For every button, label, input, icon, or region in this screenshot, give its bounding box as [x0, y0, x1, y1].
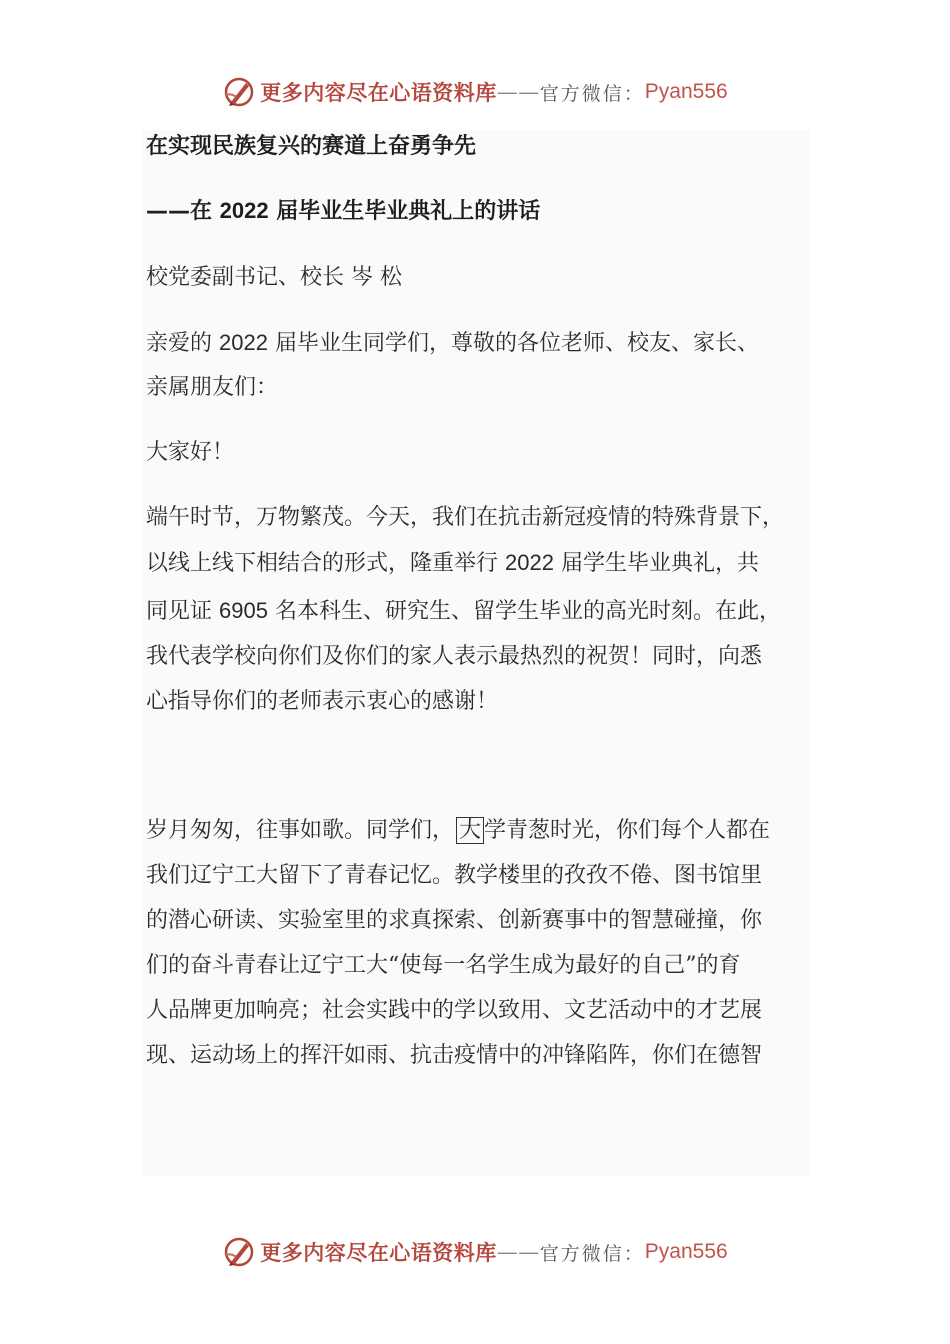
greeting-line-1 — [146, 328, 759, 359]
paragraph-2-line-1 — [146, 816, 770, 846]
banner-site-name: 更多内容尽在心语资料库 — [260, 80, 497, 105]
document-title: 在实现民族复兴的赛道上奋勇争先 — [146, 134, 477, 159]
document-page — [142, 130, 810, 1176]
p2-line1-text-a: 岁月匆匆，往事如歌。同学们， — [146, 818, 455, 843]
p1-line3-text-a: 同见证 — [146, 599, 219, 624]
paragraph-1-line-4: 我代表学校向你们及你们的家人表示最热烈的祝贺！同时，向悉 — [146, 644, 763, 669]
paragraph-2-line-4: 们的奋斗青春让辽宁工大“使每一名学生成为最好的自己”的育 — [146, 953, 741, 978]
banner-wechat-handle: Pyan556 — [644, 80, 728, 103]
greeting-text-b: 届毕业生同学们，尊敬的各位老师、校友、家长、 — [267, 331, 759, 356]
paragraph-2-line-2: 我们辽宁工大留下了青春记忆。教学楼里的孜孜不倦、图书馆里 — [146, 863, 763, 888]
subtitle-suffix: 届毕业生毕业典礼上的讲话 — [268, 199, 541, 224]
banner-separator: —— — [496, 80, 540, 104]
greeting-year: 2022 — [219, 330, 268, 355]
p2-line1-text-b: 学青葱时光，你们每个人都在 — [484, 818, 771, 843]
banner-site-name: 更多内容尽在心语资料库 — [260, 1240, 497, 1265]
writing-pen-logo-icon — [222, 1235, 256, 1269]
banner-wechat-handle: Pyan556 — [644, 1240, 728, 1263]
p1-line3-text-b: 名本科生、研究生、留学生毕业的高光时刻。在此， — [267, 599, 781, 624]
subtitle-year: 2022 — [219, 198, 269, 223]
writing-pen-logo-icon — [222, 75, 256, 109]
paragraph-2-line-3: 的潜心研读、实验室里的求真探索、创新赛事中的智慧碰撞，你 — [146, 908, 763, 933]
paragraph-1-line-1: 端午时节，万物繁茂。今天，我们在抗击新冠疫情的特殊背景下， — [146, 505, 785, 530]
footer-banner — [0, 1232, 950, 1272]
paragraph-1-line-3 — [146, 596, 781, 627]
hello-line: 大家好！ — [146, 440, 235, 465]
banner-official-label: 官方微信： — [539, 1242, 645, 1265]
paragraph-2-line-6: 现、运动场上的挥汗如雨、抗击疫情中的冲锋陷阵，你们在德智 — [146, 1043, 763, 1068]
greeting-text-a: 亲爱的 — [146, 331, 219, 356]
banner-separator: —— — [496, 1240, 540, 1264]
document-subtitle — [146, 196, 540, 227]
banner-official-label: 官方微信： — [539, 82, 645, 105]
p1-line2-text-b: 届学生毕业典礼，共 — [553, 551, 759, 576]
paragraph-1-line-5: 心指导你们的老师表示衷心的感谢！ — [146, 689, 499, 714]
document-author: 校党委副书记、校长 岑 松 — [146, 265, 402, 290]
header-banner — [0, 72, 950, 112]
paragraph-2-line-5: 人品牌更加响亮；社会实践中的学以致用、文艺活动中的才艺展 — [146, 998, 763, 1023]
p1-line2-year: 2022 — [505, 550, 554, 575]
paragraph-1-line-2 — [146, 548, 759, 579]
greeting-line-2: 亲属朋友们： — [146, 375, 279, 400]
boxed-character: 大 — [456, 817, 484, 844]
subtitle-prefix: ——在 — [146, 199, 220, 224]
p1-line3-count: 6905 — [219, 598, 268, 623]
p1-line2-text-a: 以线上线下相结合的形式，隆重举行 — [146, 551, 505, 576]
